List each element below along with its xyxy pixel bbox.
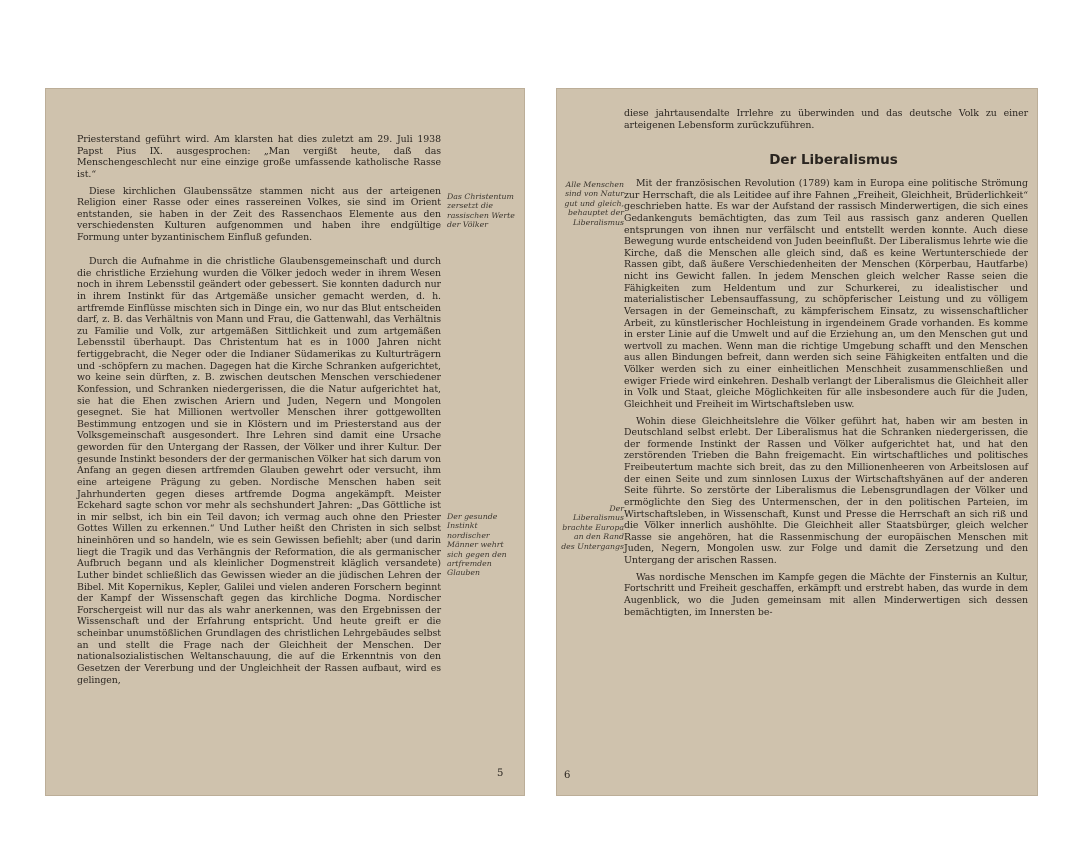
right-paragraph-1: diese jahrtausendalte Irrlehre zu überwinden und das deutsche Volk zu einer arteigenen Lebensform zurückzuführen. bbox=[624, 108, 1028, 131]
right-intro-block bbox=[624, 108, 1028, 136]
left-page bbox=[45, 88, 525, 796]
right-paragraph-2: Mit der französischen Revolution (1789) kam in Europa eine politische Strömung zur Herrschaft, die als Leitidee auf ihre Fahnen „Freiheit, Gleichheit, Brüderlichkeit“ geschrieben hatte. Es war der Aufstand der rassisch Minderwertigen, die sich eines Gedankenguts bemächtigten, das zum Teil aus rassisch ganz anderen Quellen entsprungen von ihnen nur verfälscht und entstellt werden konnte. Auch diese Bewegung wurde entscheidend von Juden beeinflußt. Der Liberalismus lehrte wie die Kirche, daß die Menschen alle gleich sind, daß es keine Wertunterschiede der Rassen gibt, daß äußere Verschiedenheiten der Menschen (Körperbau, Hautfarbe) nicht ins Gewicht fallen. In jedem Menschen gleich welcher Rasse seien die Fähigkeiten zum Heldentum und zur Schurkerei, zu idealistischer und materialistischer Lebensauffassung, zu schöpferischer Leistung und zu völligem Versagen in der Gemeinschaft, zu kämpferischem Einsatz, zu wissenschaftlicher Arbeit, zu künstlerischer Hochleistung in irgendeinem Grade vorhanden. Es komme in erster Linie auf die Umwelt und auf die Erziehung an, um den Menschen gut und wertvoll zu machen. Wenn man die richtige Umgebung schafft und den Menschen aus allen Bindungen befreit, dann werden sich seine Fähigkeiten entfalten und die Völker werden sich zu einer einheitlichen Menschheit zusammenschließen und ewiger Friede wird einkehren. Deshalb verlangt der Liberalismus die Gleichheit aller in Volk und Staat, gleiche Möglichkeiten für alle insbesondere auch für die Juden, Gleichheit und Freiheit im Wirtschaftsleben usw. bbox=[624, 178, 1028, 410]
right-paragraph-3: Wohin diese Gleichheitslehre die Völker geführt hat, haben wir am besten in Deutschland selbst erlebt. Der Liberalismus hat die Schranken niedergerissen, die der formende Instinkt der Rassen und Völker aufgerichtet hat, und hat den zerstörenden Trieben die Bahn freigemacht. Ein wirtschaftliches und politisches Freibeutertum machte sich breit, das zu den Millionenheeren von Arbeitslosen auf der einen Seite und zum sinnlosen Luxus der Wirtschaftshyänen auf der anderen Seite führte. So zerstörte der Liberalismus die Lebensgrundlagen der Völker und ermöglichte den Sieg des Untermenschen, der in den politischen Parteien, im Wirtschaftsleben, in Wissenschaft, Kunst und Presse die Herrschaft an sich riß und die Völker innerlich aushöhlte. Die Gleichheit aller Staatsbürger, gleich welcher Rasse sie angehören, hat die Rassenmischung der europäischen Menschen mit Juden, Negern, Mongolen usw. zur Folge und damit die Zersetzung und den Untergang der arischen Rassen. bbox=[624, 415, 1028, 566]
marginal-note-christentum: Das Christentum zersetzt die rassischen Werte der Völker bbox=[447, 192, 515, 230]
right-main-block bbox=[624, 178, 1028, 623]
marginal-note-instinkt: Der gesunde Instinkt nordischer Männer wehrt sich gegen den artfremden Glauben bbox=[447, 512, 507, 578]
page-number: 6 bbox=[564, 770, 571, 781]
left-paragraph-2: Diese kirchlichen Glaubenssätze stammen nicht aus der arteigenen Religion einer Rasse oder eines rassereinen Volkes, sie sind im Orient entstanden, sie haben in der Zeit des Rassenchaos Elemente aus den verschiedensten Kulturen aufgenommen und haben ihre endgültige Formung unter byzantinischem Einfluß gefunden. bbox=[77, 185, 441, 243]
page-number: 5 bbox=[497, 768, 504, 779]
marginal-note-liberalismus: Der Liberalismus brachte Europa an den Rand des Untergangs bbox=[561, 504, 624, 551]
left-main-block bbox=[77, 256, 441, 691]
left-intro-block bbox=[77, 134, 441, 249]
left-paragraph-1: Priesterstand geführt wird. Am klarsten hat dies zuletzt am 29. Juli 1938 Papst Pius IX. ausgesprochen: „Man vergißt heute, daß das Menschengeschlecht nur eine einzige große umfassende katholische Rasse ist.“ bbox=[77, 134, 441, 180]
left-paragraph-3: Durch die Aufnahme in die christliche Glaubensgemeinschaft und durch die christliche Erziehung wurden die Völker jedoch weder in ihrem Wesen noch in ihrem Lebensstil geändert oder gebessert. Sie konnten dadurch nur in ihrem Instinkt für das Artgemäße unsicher gemacht werden, d. h. artfremde Einflüsse mischten sich in Dinge ein, wo nur das Blut entscheiden darf, z. B. das Verhältnis von Mann und Frau, die Gattenwahl, das Verhältnis zu Familie und Volk, zur artgemäßen Sittlichkeit und zum artgemäßen Lebensstil überhaupt. Das Christentum hat es in 1000 Jahren nicht fertiggebracht, die Neger oder die Indianer Südamerikas zu Kulturträgern und -schöpfern zu machen. Dagegen hat die Kirche Schranken aufgerichtet, wo keine sein dürften, z. B. zwischen deutschen Menschen verschiedener Konfession, und Schranken niedergerissen, die die Natur aufgerichtet hat, sie hat die Ehen zwischen Ariern und Juden, Negern und Mongolen gesegnet. Sie hat Millionen wertvoller Menschen ihrer gottgewollten Bestimmung entzogen und sie in Klöstern und im Priesterstand aus der Volksgemeinschaft ausgesondert. Ihre Lehren sind damit eine Ursache geworden für den Untergang der Rassen, der Völker und ihrer Kultur. Der gesunde Instinkt besonders der der germanischen Völker hat sich darum von Anfang an gegen diesen artfremden Glauben gewehrt oder versucht, ihm eine arteigene Prägung zu geben. Nordische Menschen haben seit Jahrhunderten gegen dieses artfremde Dogma angekämpft. Meister Eckehard sagte schon vor mehr als sechshundert Jahren: „Das Göttliche ist in mir selbst, ich bin ein Teil davon; ich vermag auch ohne den Priester Gottes Willen zu erkennen.“ Und Luther heißt den Christen in sich selbst hineinhören und so handeln, wie es sein Gewissen befiehlt; aber (und darin liegt die Tragik und das Verhängnis der Reformation, die als germanischer Aufbruch begann und als kleinlicher Dogmenstreit kläglich versandete) Luther bindet schließlich das Gewissen wieder an die jüdischen Lehren der Bibel. Mit Kopernikus, Kepler, Galilei und vielen anderen Forschern beginnt der Kampf der Wissenschaft gegen das kirchliche Dogma. Nordischer Forschergeist will nur das als wahr anerkennen, was den Ergebnissen der Wissenschaft und der Erfahrung entspricht. Und heute greift er die scheinbar unumstößlichen Grundlagen des christlichen Lehrgebäudes selbst an und stellt die Frage nach der Gleichheit der Menschen. Der nationalsozialistischen Weltanschauung, die auf die Erkenntnis von den Gesetzen der Vererbung und der Ungleichheit der Rassen aufbaut, wird es gelingen, bbox=[77, 256, 441, 686]
section-heading: Der Liberalismus bbox=[769, 152, 898, 168]
marginal-note-menschen: Alle Menschen sind von Natur gut und gleich, behauptet der Liberalismus bbox=[564, 180, 624, 227]
right-page bbox=[556, 88, 1038, 796]
right-paragraph-4: Was nordische Menschen im Kampfe gegen die Mächte der Finsternis an Kultur, Fortschritt und Freiheit geschaffen, erkämpft und erstrebt haben, das wurde in dem Augenblick, wo die Juden gemeinsam mit allen Minderwertigen sich dessen bemächtigten, im Innersten be- bbox=[624, 571, 1028, 618]
